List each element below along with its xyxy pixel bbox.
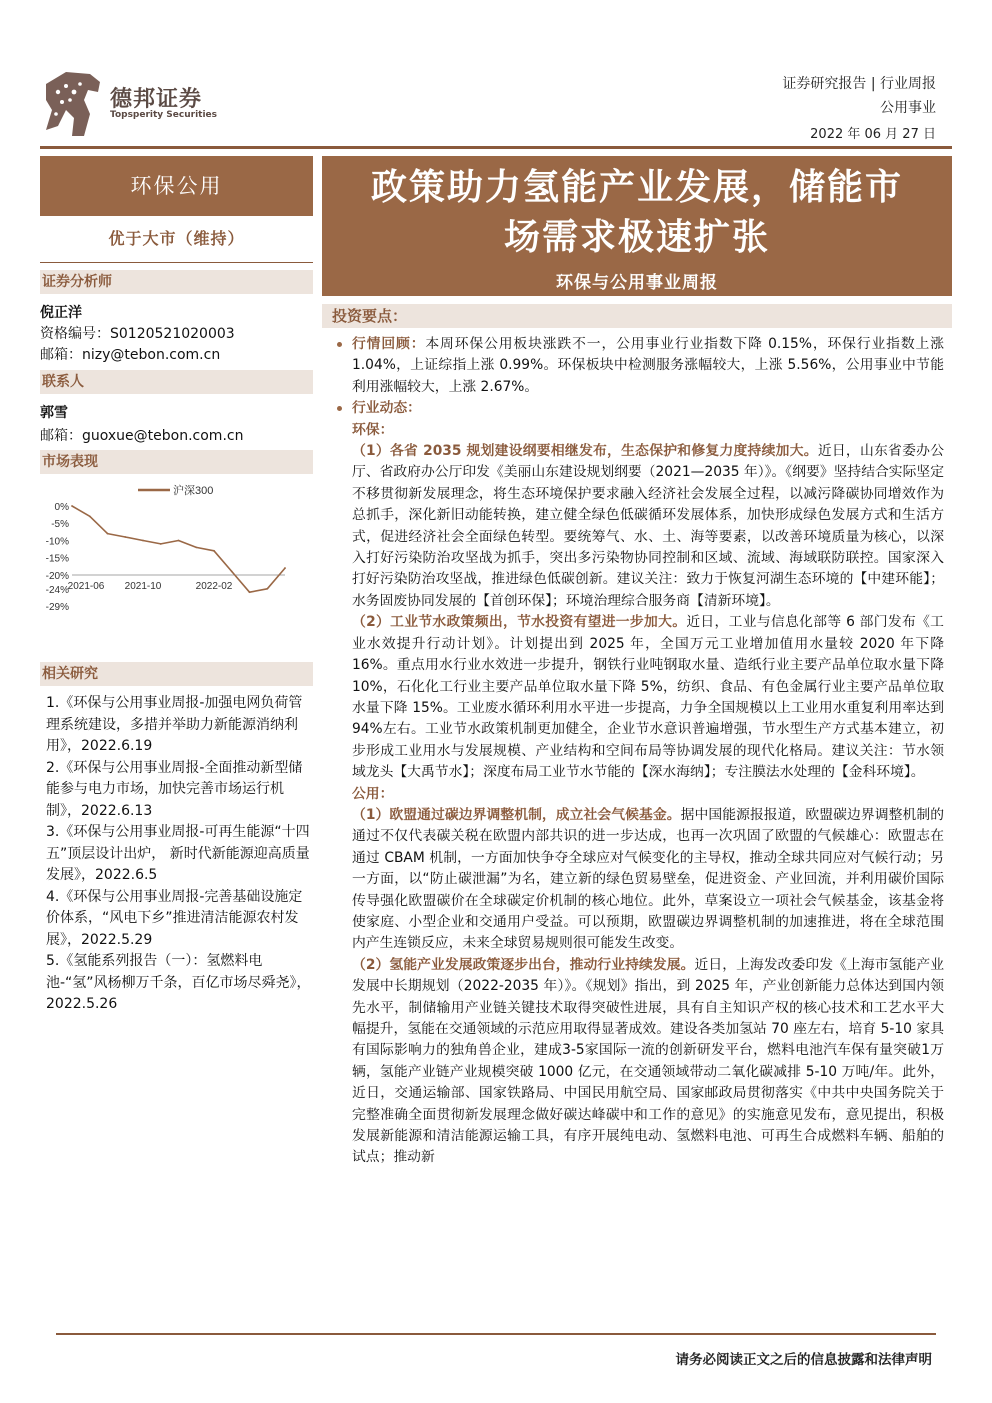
env1-heading: （1）各省 2035 规划建设纲要相继发布，生态保护和修复力度持续加大。 (352, 443, 818, 460)
report-title-box (322, 156, 952, 296)
key-points-heading: 投资要点： (322, 304, 952, 328)
related-item[interactable]: 2.《环保与公用事业周报-全面推动新型储能参与电力市场，加快完善市场运行机制》，2022.6.13 (46, 759, 303, 819)
brand-name: 德邦证券 (110, 87, 203, 112)
data-point (107, 533, 109, 535)
contact-name: 郭雪 (40, 405, 68, 421)
env-item-1 (330, 441, 944, 612)
util1-heading: （1）欧盟通过碳边界调整机制，成立社会气候基金。 (352, 806, 681, 823)
analyst-heading: 证券分析师 (40, 270, 313, 294)
market-review-text: 本周环保公用板块涨跌不一，公用事业行业指数下降 0.15%，环保行业指数上涨 1.04%，上证综指上涨 0.99%。环保板块中检测服务涨幅较大，上涨 5.56%，公用事业中节能利用涨幅较大，上涨 2.67%。 (352, 336, 945, 395)
data-point (195, 546, 197, 548)
contact-heading: 联系人 (40, 370, 313, 394)
data-point (178, 540, 180, 542)
util-label-line (330, 784, 944, 805)
market-performance-chart (40, 478, 313, 618)
util1-text: 据中国能源报报道，欧盟碳边界调整机制的通过不仅代表碳关税在欧盟内部共识的进一步达成，也再一次巩固了欧盟的气候雄心：欧盟志在通过 CBAM 机制，一方面加快争夺全球应对气候变化的主导权，推动全球共同应对气候行动；另一方面，以“防止碳泄漏”为名，建立新的绿色贸易壁垒，促进资金、产业回流，并利用碳价国际传导强化欧盟碳价在全球碳定价机制的核心地位。此外，草案设立一项社会气候基金，该基金将使家庭、小型企业和交通用户受益。可以预期，欧盟碳边界调整机制的加速推进，将在全球范围内产生连锁反应，未来全球贸易规则很可能发生改变。 (352, 806, 945, 952)
y-tick-label: -15% (45, 553, 69, 565)
dynamics-label-line (330, 398, 944, 419)
related-item[interactable]: 4.《环保与公用事业周报-完善基础设施定价体系，“风电下乡”推进清洁能源农村发展》，2022.5.29 (46, 888, 303, 948)
report-header (782, 72, 936, 147)
sidebar-divider (40, 262, 313, 263)
util-item-2 (330, 955, 944, 1169)
related-heading: 相关研究 (40, 662, 313, 686)
env-label-line (330, 420, 944, 441)
util-label: 公用： (352, 785, 394, 802)
data-point (142, 540, 144, 542)
legend-label: 沪深300 (173, 485, 214, 497)
data-point (160, 543, 162, 545)
data-point (89, 515, 91, 517)
env2-text: 近日，工业与信息化部等 6 部门发布《工业水效提升行动计划》。计划提出到 2025 年，全国万元工业增加值用水量较 2020 年下降 16%。重点用水行业水效进一步提升，钢铁行业吨钢取水量、造纸行业主要产品单位取水量下降 10%，石化化工行业主要产品单位取水量下降 5%，纺织、食品、有色金属行业主要产品单位取水量下降 15%。工业废水循环利用水平进一步提高，力争全国规模以上工业用水重复利用率达到 94%左右。工业节水政策机制更加健全，企业节水意识普遍增强，节水型生产方式基本建立，初步形成工业用水与发展规模、产业结构和空间布局等协调发展的现代化格局。建议关注：节水领域龙头【大禹节水】；深度布局工业节水节能的【深水海纳】；专注膜法水处理的【金科环境】。 (352, 614, 944, 781)
report-type: 证券研究报告 | 行业周报 (782, 76, 936, 92)
util2-text: 近日，上海发改委印发《上海市氢能产业发展中长期规划（2022-2035 年）》。《规划》指出，到 2025 年，产业创新能力总体达到国内领先水平，制储输用产业链关键技术取得突破性进展，具有自主知识产权的核心技术和工艺水平大幅提升，氢能在交通领域的示范应用取得显著成效。建设各类加氢站 70 座左右，培育 5-10 家具有国际影响力的独角兽企业，建成3-5家国际一流的创新研发平台，燃料电池汽车保有量突破1万辆，氢能产业链产业规模突破 1000 亿元，在交通领域带动二氧化碳减排 5-10 万吨/年。此外，近日，交通运输部、国家铁路局、中国民用航空局、国家邮政局贯彻落实《中共中央国务院关于完整准确全面贯彻新发展理念做好碳达峰碳中和工作的意见》的实施意见发布，意见提出，积极发展新能源和清洁能源运输工具，有序开展纯电动、氢燃料电池、可再生合成燃料车辆、船舶的试点；推动新 (352, 956, 944, 1166)
footer-divider (56, 1333, 936, 1335)
series-line-hs300 (72, 506, 285, 592)
x-tick-label: 2021-10 (124, 580, 162, 592)
related-research-list (46, 693, 312, 1016)
header-divider (40, 146, 952, 149)
analyst-cert: 资格编号：S0120521020003 (40, 326, 235, 342)
legal-notice[interactable]: 请务必阅读正文之后的信息披露和法律声明 (675, 1352, 932, 1368)
market-review-paragraph (330, 334, 944, 398)
env2-heading: （2）工业节水政策频出，节水投资有望进一步加大。 (352, 614, 687, 631)
y-tick-label: -24% (45, 584, 69, 596)
analyst-email[interactable]: 邮箱：nizy@tebon.com.cn (40, 347, 221, 363)
y-tick-label: -5% (51, 519, 69, 531)
y-tick-label: 0% (54, 502, 69, 513)
data-point (124, 536, 126, 538)
data-point (284, 567, 286, 569)
report-date: 2022 年 06 月 27 日 (810, 127, 936, 142)
analyst-name: 倪正洋 (40, 305, 82, 321)
util-item-1 (330, 805, 944, 955)
brand-logo (44, 70, 254, 140)
data-point (249, 591, 251, 593)
related-item[interactable]: 3.《环保与公用事业周报-可再生能源“十四五”顶层设计出炉， 新时代新能源迎高质量发展》，2022.6.5 (46, 824, 310, 883)
data-point (71, 505, 73, 507)
report-title-line2: 场需求极速扩张 (503, 217, 770, 258)
report-subtitle: 环保与公用事业周报 (556, 273, 718, 293)
data-point (266, 588, 268, 590)
brand-english: Topsperity Securities (110, 110, 217, 120)
report-title-line1: 政策助力氢能产业发展，储能市 (370, 167, 903, 208)
env1-text: 近日，山东省委办公厅、省政府办公厅印发《美丽山东建设规划纲要（2021—2035 年）》。《纲要》坚持结合实际坚定不移贯彻新发展理念，将生态环境保护要求融入经济社会发展全过程，以减污降碳协同增效作为总抓手，深化新旧动能转换，建立健全绿色低碳循环发展体系，加快形成绿色发展方式和生活方式，促进经济社会全面绿色转型。要统筹气、水、土、海等要素，以改善环境质量为核心，以深入打好污染防治攻坚战为抓手，突出多污染物协同控制和区域、流域、海域联防联控。国家深入打好污染防治攻坚战，推进绿色低碳创新。建议关注：致力于恢复河湖生态环境的【中建环能】；水务固废协同发展的【首创环保】；环境治理综合服务商【清新环境】。 (352, 443, 945, 609)
sector-label: 环保公用 (40, 156, 313, 216)
related-item[interactable]: 5.《氢能系列报告（一）：氢燃料电池-“氢”风杨柳万千条，百亿市场尽舜尧》，2022.5.26 (46, 953, 311, 1012)
leopard-logo-icon (44, 70, 102, 138)
report-industry: 公用事业 (880, 100, 936, 116)
env-item-2 (330, 612, 944, 783)
rating-label: 优于大市（维持） (108, 229, 245, 248)
y-tick-label: -29% (45, 602, 69, 613)
related-item[interactable]: 1.《环保与公用事业周报-加强电网负荷管理系统建设，多措并举助力新能源消纳利用》，2022.6.19 (46, 695, 303, 754)
report-body (330, 334, 944, 1169)
y-tick-label: -20% (45, 570, 69, 582)
data-point (213, 550, 215, 552)
util2-heading: （2）氢能产业发展政策逐步出台，推动行业持续发展。 (352, 956, 695, 973)
market-heading: 市场表现 (40, 450, 313, 474)
contact-email[interactable]: 邮箱：guoxue@tebon.com.cn (40, 428, 244, 444)
data-point (231, 571, 233, 573)
x-tick-label: 2022-02 (195, 580, 233, 592)
y-tick-label: -10% (45, 536, 69, 548)
x-tick-label: 2021-06 (67, 580, 105, 592)
market-review-label: 行情回顾： (352, 336, 426, 352)
env-label: 环保： (352, 421, 394, 438)
dynamics-label: 行业动态： (352, 400, 421, 417)
